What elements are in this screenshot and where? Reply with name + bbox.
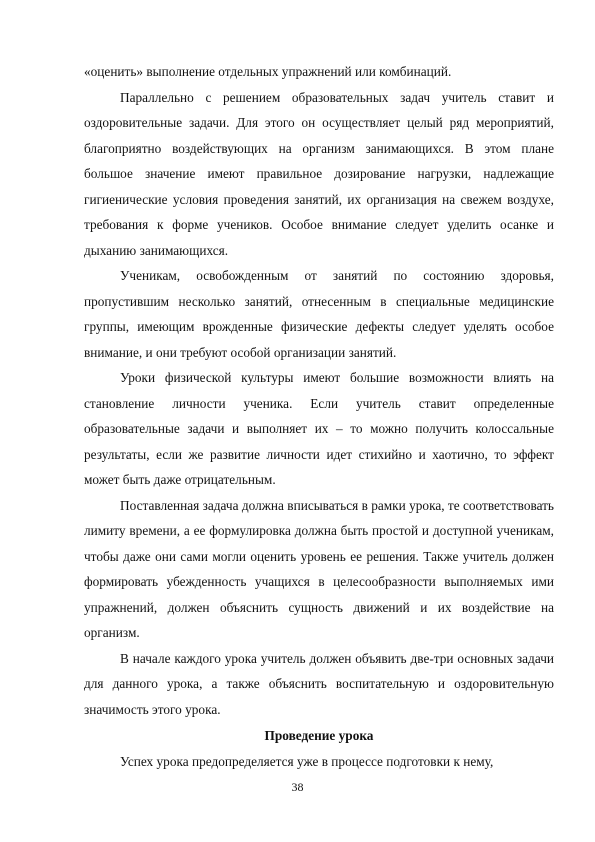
paragraph-lesson-start: В начале каждого урока учитель должен объявить две-три основных задачи для данного урока, а также объяснить воспитательную и оздоровительную значимость этого урока. — [84, 650, 554, 717]
section-heading: Проведение урока — [264, 728, 374, 743]
paragraph-personality: Уроки физической культуры имеют большие возможности влиять на становление личности ученика. Если учитель ставит определенные образовательные задачи и выполняет их – то можно получить колоссальные результаты, если же развитие личности идет стихийно и хаотично, то эффект может быть даже отрицательным. — [84, 370, 554, 487]
paragraph-task-framing: Поставленная задача должна вписываться в рамки урока, те соответствовать лимиту времени, а ее формулировка должна быть простой и доступной ученикам, чтобы даже они сами могли оценить уровень ее решения. Также учитель должен формировать убежденность учащихся в целесообразности выполняемых ими упражнений, должен объяснить сущность движений и их воздействие на организм. — [84, 497, 554, 640]
paragraph-continuation: «оценить» выполнение отдельных упражнений или комбинаций. — [84, 64, 452, 79]
page-number: 38 — [291, 780, 304, 794]
page-body — [84, 59, 554, 774]
paragraph-lesson-success: Успех урока предопределяется уже в процессе подготовки к нему, — [120, 753, 494, 769]
paragraph-special-students: Ученикам, освобожденным от занятий по состоянию здоровья, пропустившим несколько занятий, отнесенным в специальные медицинские группы, имеющим врожденные физические дефекты следует уделять особое внимание, и они требуют особой организации занятий. — [84, 268, 554, 360]
paragraph-health-tasks: Параллельно с решением образовательных задач учитель ставит и оздоровительные задачи. Для этого он осуществляет целый ряд мероприятий, благоприятно воздействующих на организм занимающихся. В этом плане большое значение имеют правильное дозирование нагрузки, надлежащие гигиенические условия проведения занятий, их организация на свежем воздухе, требования к форме учеников. Особое внимание следует уделить осанке и дыханию занимающихся. — [84, 89, 554, 258]
